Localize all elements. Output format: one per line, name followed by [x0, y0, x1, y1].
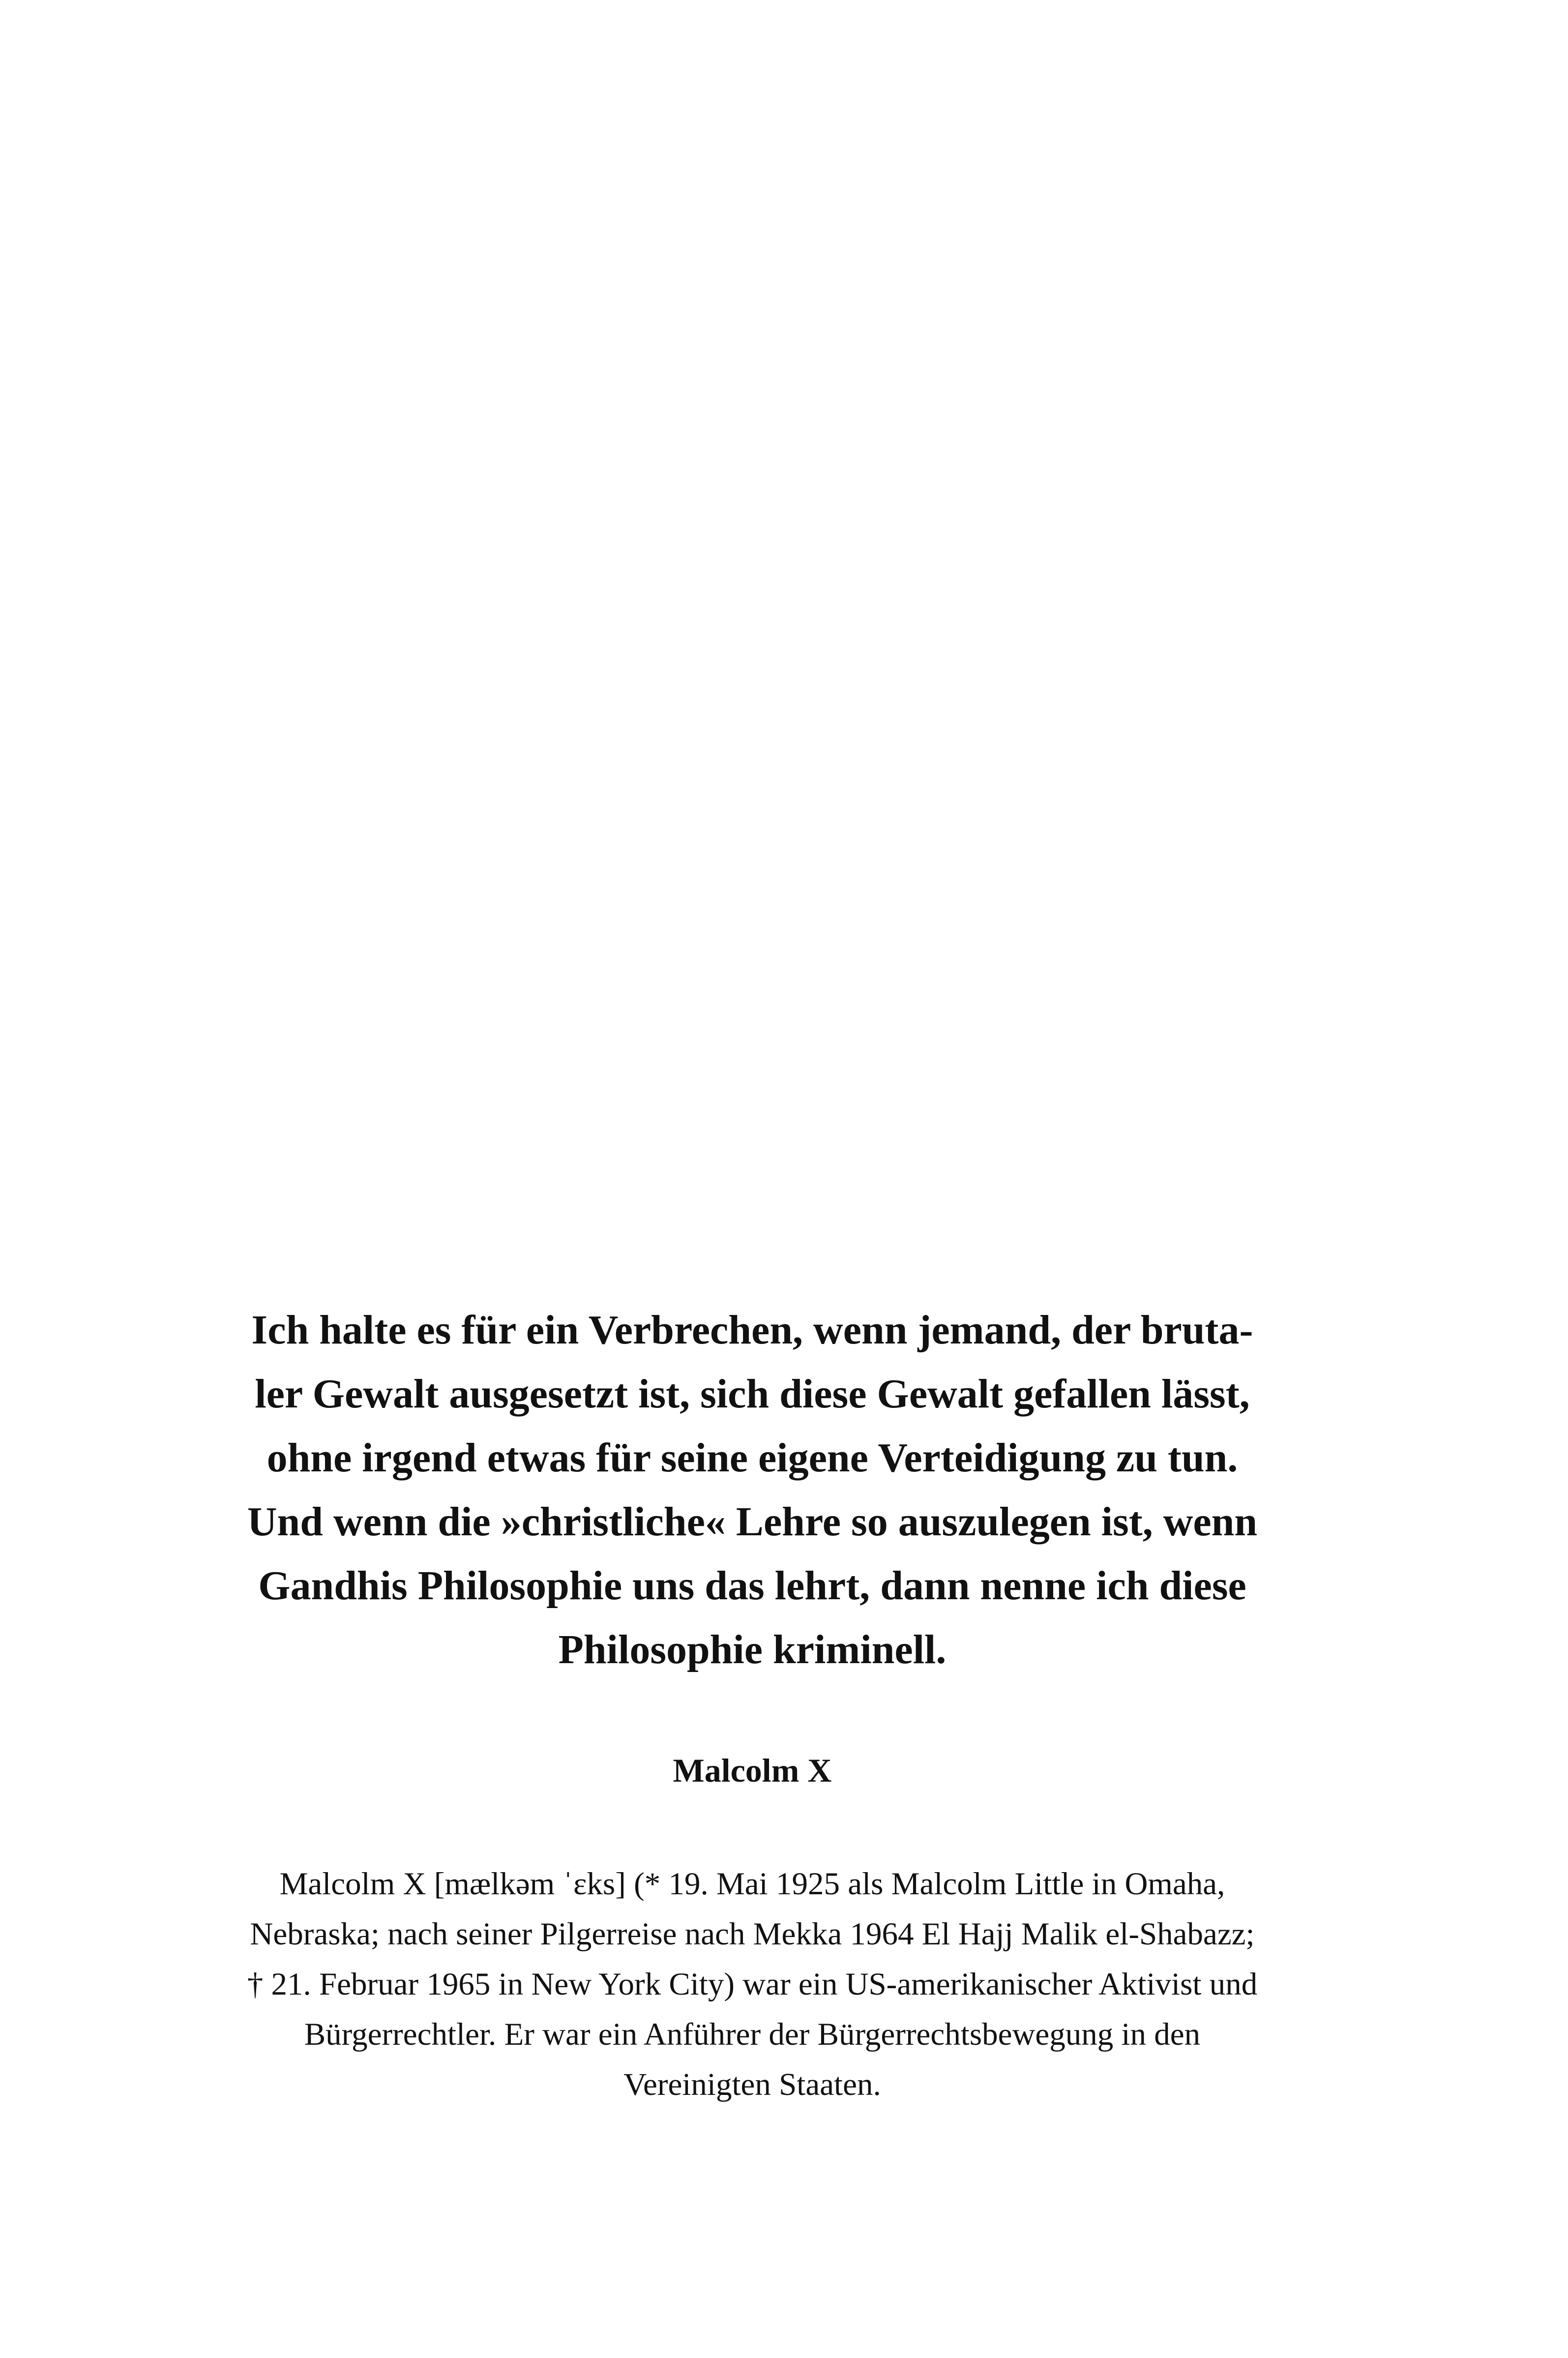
quote-line: ohne irgend etwas für seine eigene Verteidigung zu tun. [266, 1435, 1238, 1481]
bio-line: Vereinigten Staaten. [623, 2067, 881, 2102]
quote-line: Philosophie kriminell. [558, 1627, 947, 1672]
quote-block [162, 1298, 1342, 1682]
quote-author: Malcolm X [673, 1752, 832, 1789]
quote-line: Gandhis Philosophie uns das lehrt, dann nenne ich diese [258, 1563, 1246, 1609]
quote-line: Ich halte es für ein Verbrechen, wenn jemand, der bruta- [251, 1307, 1253, 1353]
bio-line: Bürgerrechtler. Er war ein Anführer der Bürgerrechtsbewegung in den [304, 2017, 1201, 2052]
quote-line: Und wenn die »christliche« Lehre so auszulegen ist, wenn [247, 1499, 1258, 1545]
quote-line: ler Gewalt ausgesetzt ist, sich diese Gewalt gefallen lässt, [255, 1371, 1250, 1417]
author-biography [162, 1859, 1342, 2110]
bio-line: Malcolm X [mælkəm ˈɛks] (* 19. Mai 1925 als Malcolm Little in Omaha, [279, 1866, 1225, 1902]
bio-line: Nebraska; nach seiner Pilgerreise nach Mekka 1964 El Hajj Malik el-Shabazz; [250, 1916, 1255, 1952]
bio-line: † 21. Februar 1965 in New York City) war ein US-amerikanischer Aktivist und [247, 1967, 1258, 2002]
